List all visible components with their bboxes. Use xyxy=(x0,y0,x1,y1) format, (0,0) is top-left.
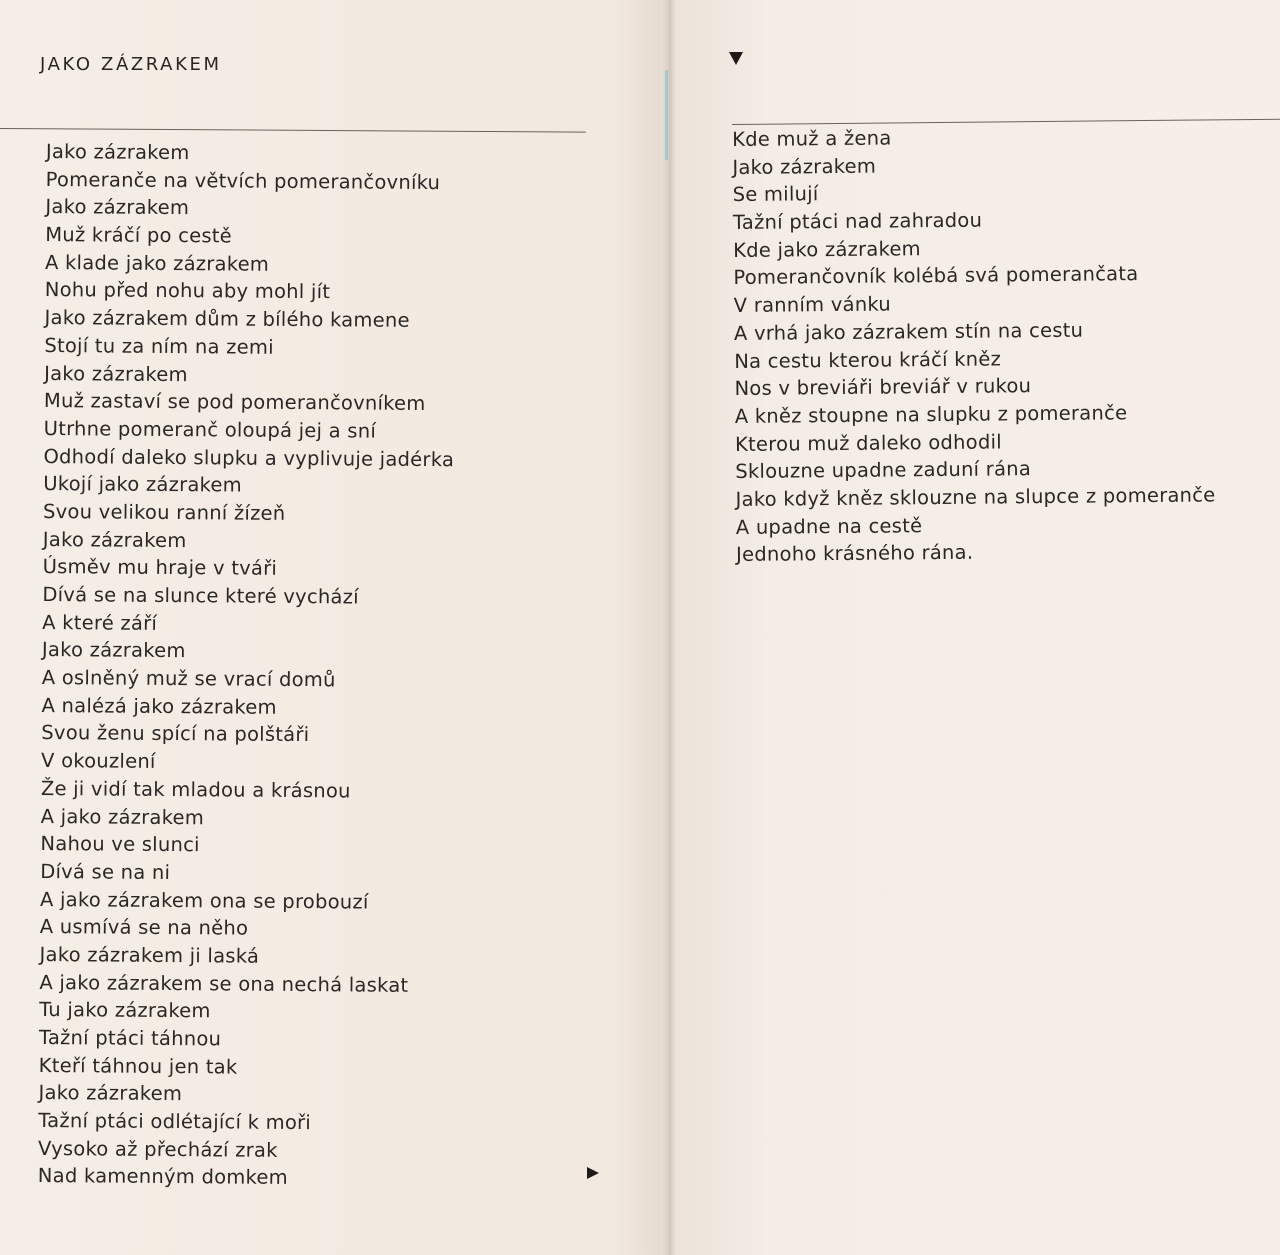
poem-line: A vrhá jako zázrakem stín na cestu xyxy=(733,318,1084,345)
poem-line: Jako zázrakem xyxy=(45,195,190,220)
poem-line: Stojí tu za ním na zemi xyxy=(44,333,274,359)
poem-line: Svou ženu spící na polštáři xyxy=(41,721,310,747)
poem-line: Jako když kněz sklouzne na slupce z pomeranče xyxy=(735,483,1216,511)
poem-line: A které září xyxy=(42,610,158,635)
poem-line: A jako zázrakem se ona nechá laskat xyxy=(39,970,409,997)
binding-thread xyxy=(665,70,668,160)
poem-line: V ranním vánku xyxy=(733,292,892,318)
poem-line: Vysoko až přechází zrak xyxy=(37,1136,278,1162)
poem-line: A jako zázrakem ona se probouzí xyxy=(39,887,369,914)
poem-line: Jako zázrakem ji laská xyxy=(39,942,260,968)
poem-line: A kněz stoupne na slupku z pomeranče xyxy=(734,401,1128,428)
poem-line: A usmívá se na něho xyxy=(39,915,249,940)
running-head: JAKO ZÁZRAKEM xyxy=(40,54,222,75)
header-rule-left xyxy=(0,128,586,133)
poem-line: Muž kráčí po cestě xyxy=(45,223,233,248)
poem-line: Tu jako zázrakem xyxy=(39,998,211,1023)
poem-line: Nad kamenným domkem xyxy=(37,1164,289,1190)
poem-line: Jako zázrakem dům z bílého kamene xyxy=(44,306,410,332)
poem-line: Dívá se na slunce které vychází xyxy=(42,582,359,609)
poem-line: A upadne na cestě xyxy=(735,513,923,539)
continuation-arrow-icon xyxy=(729,52,743,65)
poem-left-lines xyxy=(38,138,457,1193)
poem-line: Úsměv mu hraje v tváři xyxy=(42,555,278,581)
poem-line: Utrhne pomeranč oloupá jej a sní xyxy=(43,416,377,443)
poem-line: Tažní ptáci nad zahradou xyxy=(732,208,983,235)
poem-line: A oslněný muž se vrací domů xyxy=(41,666,336,692)
poem-line: Svou velikou ranní žízeň xyxy=(42,499,286,525)
poem-line: V okouzlení xyxy=(41,749,156,774)
poem-line: Jednoho krásného rána. xyxy=(736,541,974,567)
poem-line: Jako zázrakem xyxy=(41,638,186,663)
poem-line: Jako zázrakem xyxy=(45,139,190,165)
poem-line: Pomeranče na větvích pomerančovníku xyxy=(45,167,441,194)
poem-line: Tažní ptáci táhnou xyxy=(38,1025,222,1051)
poem-line: A jako zázrakem xyxy=(40,804,205,829)
book-gutter xyxy=(662,0,676,1255)
poem-line: Pomerančovník kolébá svá pomerančata xyxy=(733,262,1139,290)
poem-line: Kde jako zázrakem xyxy=(733,236,921,262)
poem-line: Jako zázrakem xyxy=(732,154,877,179)
poem-line: Nos v breviáři breviář v rukou xyxy=(734,374,1032,401)
poem-line: Kteří táhnou jen tak xyxy=(38,1053,238,1079)
poem-line: A klade jako zázrakem xyxy=(44,250,270,276)
continue-arrow-icon xyxy=(587,1167,599,1179)
poem-line: Nahou ve slunci xyxy=(40,832,200,857)
poem-line: Že ji vidí tak mladou a krásnou xyxy=(40,776,351,803)
poem-line: Odhodí daleko slupku a vyplivuje jadérka xyxy=(43,444,455,471)
poem-line: Jako zázrakem xyxy=(44,361,188,386)
poem-line: A nalézá jako zázrakem xyxy=(41,693,277,719)
poem-line: Muž zastaví se pod pomerančovníkem xyxy=(43,389,426,416)
poem-line: Jako zázrakem xyxy=(38,1081,183,1106)
poem-line: Sklouzne upadne zaduní rána xyxy=(735,457,1032,484)
poem-line: Tažní ptáci odlétající k moři xyxy=(38,1109,312,1135)
poem-line: Se milují xyxy=(732,182,819,207)
poem-line: Jako zázrakem xyxy=(42,527,187,552)
poem-right-lines xyxy=(732,121,1216,569)
poem-line: Na cestu kterou kráčí kněz xyxy=(734,346,1002,373)
poem-line: Nohu před nohu aby mohl jít xyxy=(44,278,331,304)
poem-line: Kterou muž daleko odhodil xyxy=(734,429,1002,456)
poem-line: Ukojí jako zázrakem xyxy=(43,472,243,497)
right-page xyxy=(676,0,1280,1255)
poem-line: Dívá se na ni xyxy=(40,859,171,884)
poem-line: Kde muž a žena xyxy=(732,126,892,151)
